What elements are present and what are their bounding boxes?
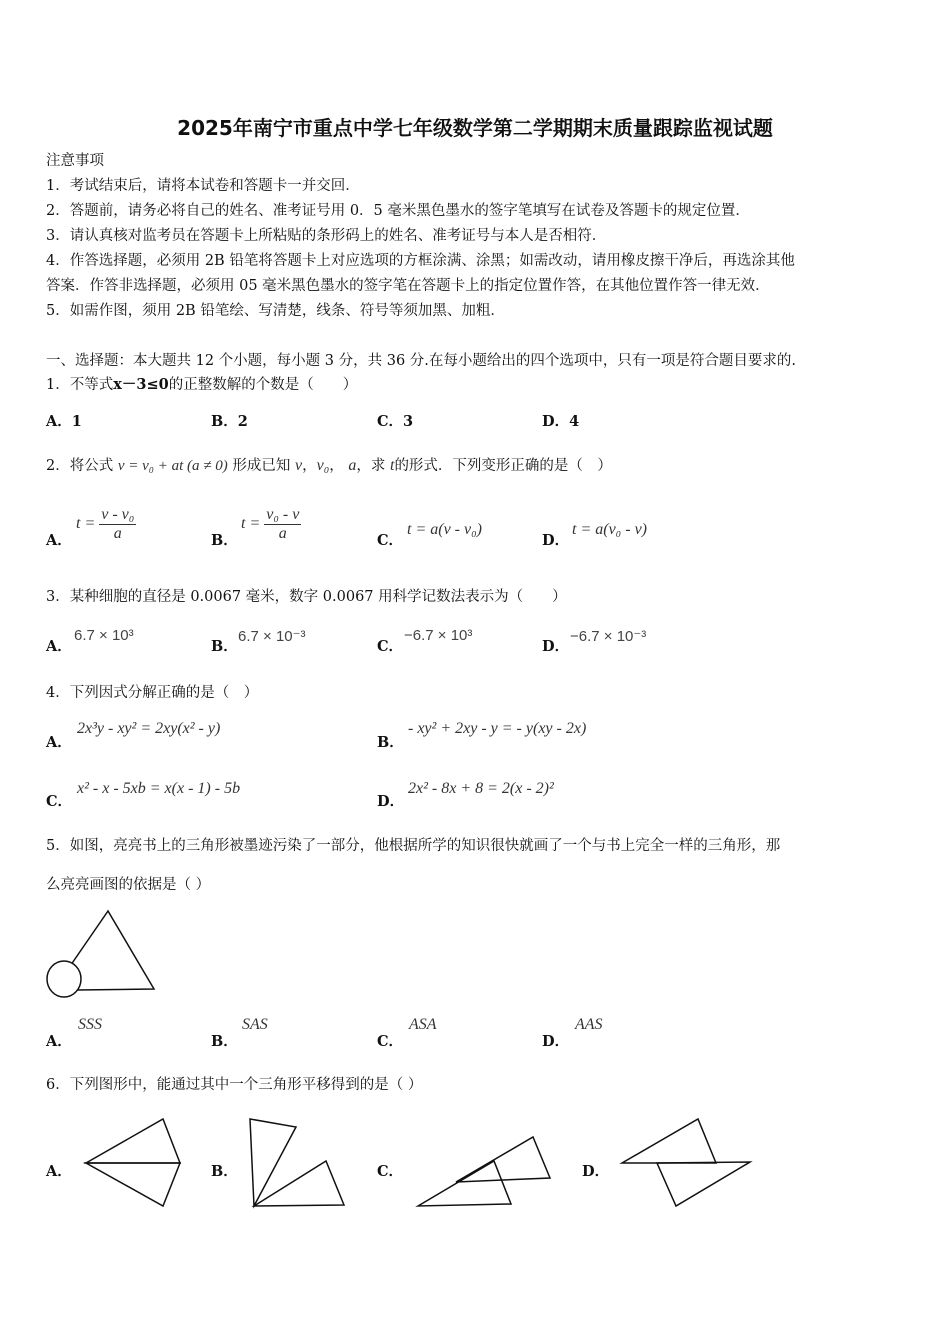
q4-option-d-label: D．	[377, 793, 405, 810]
q1-option-a: A．1	[46, 413, 82, 430]
q5-option-d: AAS	[575, 1016, 603, 1033]
q2-option-c: t = a(v - v₀)	[407, 521, 482, 538]
q4-option-a: 2x³y - xy² = 2xy(x² - y)	[77, 720, 221, 737]
q6-option-a-label: A．	[46, 1163, 72, 1180]
question-3-stem: 3．某种细胞的直径是 0.0067 毫米，数字 0.0067 用科学记数法表示为（ ）	[46, 589, 567, 605]
question-5-stem-line1: 5．如图，亮亮书上的三角形被墨迹污染了一部分，他根据所学的知识很快就画了一个与书上完全一样的三角形，那	[46, 838, 781, 854]
q3-option-c: −6.7 × 10³	[404, 627, 473, 644]
q3-option-b: 6.7 × 10⁻³	[238, 628, 306, 645]
q2-option-a: t = $\frac{\text{v - v₀}}{a}$	[76, 506, 135, 542]
q5-option-c: ASA	[409, 1016, 437, 1033]
q4-option-d: 2x² - 8x + 8 = 2(x - 2)²	[408, 780, 554, 797]
notice-item: 答案．作答非选择题，必须用 05 毫米黑色墨水的签字笔在答题卡上的指定位置作答，在其他位置作答一律无效．	[46, 278, 770, 294]
q2-option-b: t = $\frac{\text{v₀ - v}}{a}$	[241, 506, 300, 542]
q3-option-b-label: B．	[211, 638, 238, 655]
q5-option-b-label: B．	[211, 1033, 238, 1050]
q3-option-d: −6.7 × 10⁻³	[570, 628, 647, 645]
q6-option-d-label: D．	[582, 1163, 610, 1180]
q2-option-b-label: B．	[211, 532, 238, 549]
question-4-stem: 4．下列因式分解正确的是（ ）	[46, 685, 259, 701]
q2-formula: v = v₀ + at (a ≠ 0)	[117, 458, 228, 474]
q2-option-d: t = a(v₀ - v)	[572, 521, 647, 538]
q2-option-a-label: A．	[46, 532, 72, 549]
question-2-stem: 2．将公式 v = v₀ + at (a ≠ 0) 形成已知 v，v₀， a，求 t的形式．下列变形正确的是（ ）	[46, 457, 612, 474]
q5-option-a-label: A．	[46, 1033, 72, 1050]
q1-option-c: C．3	[377, 413, 414, 430]
q4-option-b-label: B．	[377, 734, 404, 751]
q1-option-d: D．4	[542, 413, 580, 430]
q5-ink-blot	[47, 961, 81, 997]
q5-option-a: SSS	[78, 1016, 102, 1033]
q1-option-b: B．2	[211, 413, 248, 430]
q5-ink-triangle-figure	[44, 905, 160, 1000]
q6-figure-a	[84, 1115, 184, 1210]
q3-option-a: 6.7 × 10³	[74, 627, 134, 644]
q6-figure-b	[248, 1117, 348, 1212]
q6-option-c-label: C．	[377, 1163, 404, 1180]
question-1-stem: 1．不等式x－3≤0的正整数解的个数是（ ）	[46, 376, 358, 393]
notice-item: 2．答题前，请务必将自己的姓名、准考证号用 0．5 毫米黑色墨水的签字笔填写在试卷及答题卡的规定位置．	[46, 203, 750, 219]
q3-option-a-label: A．	[46, 638, 72, 655]
q4-option-b: - xy² + 2xy - y = - y(xy - 2x)	[408, 720, 587, 737]
q6-figure-c	[416, 1135, 554, 1210]
q3-option-c-label: C．	[377, 638, 404, 655]
q4-option-a-label: A．	[46, 734, 72, 751]
question-6-stem: 6．下列图形中，能通过其中一个三角形平移得到的是（ ）	[46, 1077, 423, 1093]
q2-option-d-label: D．	[542, 532, 570, 549]
notice-item: 3．请认真核对监考员在答题卡上所粘贴的条形码上的姓名、准考证号与本人是否相符．	[46, 228, 607, 244]
q4-option-c-label: C．	[46, 793, 73, 810]
q3-option-d-label: D．	[542, 638, 570, 655]
page-title: 2025年南宁市重点中学七年级数学第二学期期末质量跟踪监视试题	[177, 116, 773, 140]
q6-figure-d	[620, 1115, 754, 1210]
q1-inequality: x－3≤0	[113, 376, 169, 393]
notice-item: 1．考试结束后，请将本试卷和答题卡一并交回．	[46, 178, 360, 194]
q5-option-c-label: C．	[377, 1033, 404, 1050]
q4-option-c: x² - x - 5xb = x(x - 1) - 5b	[77, 780, 241, 797]
notice-item: 5．如需作图，须用 2B 铅笔绘、写清楚，线条、符号等须加黑、加粗．	[46, 303, 505, 319]
notice-heading: 注意事项	[46, 153, 104, 169]
section-heading: 一、选择题：本大题共 12 个小题，每小题 3 分，共 36 分.在每小题给出的四个选项中，只有一项是符合题目要求的.	[46, 353, 796, 369]
q5-option-d-label: D．	[542, 1033, 570, 1050]
q2-option-c-label: C．	[377, 532, 404, 549]
q5-option-b: SAS	[242, 1016, 268, 1033]
notice-item: 4．作答选择题，必须用 2B 铅笔将答题卡上对应选项的方框涂满、涂黑；如需改动，请用橡皮擦干净后，再选涂其他	[46, 253, 795, 269]
q6-option-b-label: B．	[211, 1163, 238, 1180]
question-5-stem-line2: 么亮亮画图的依据是（ ）	[46, 877, 211, 893]
